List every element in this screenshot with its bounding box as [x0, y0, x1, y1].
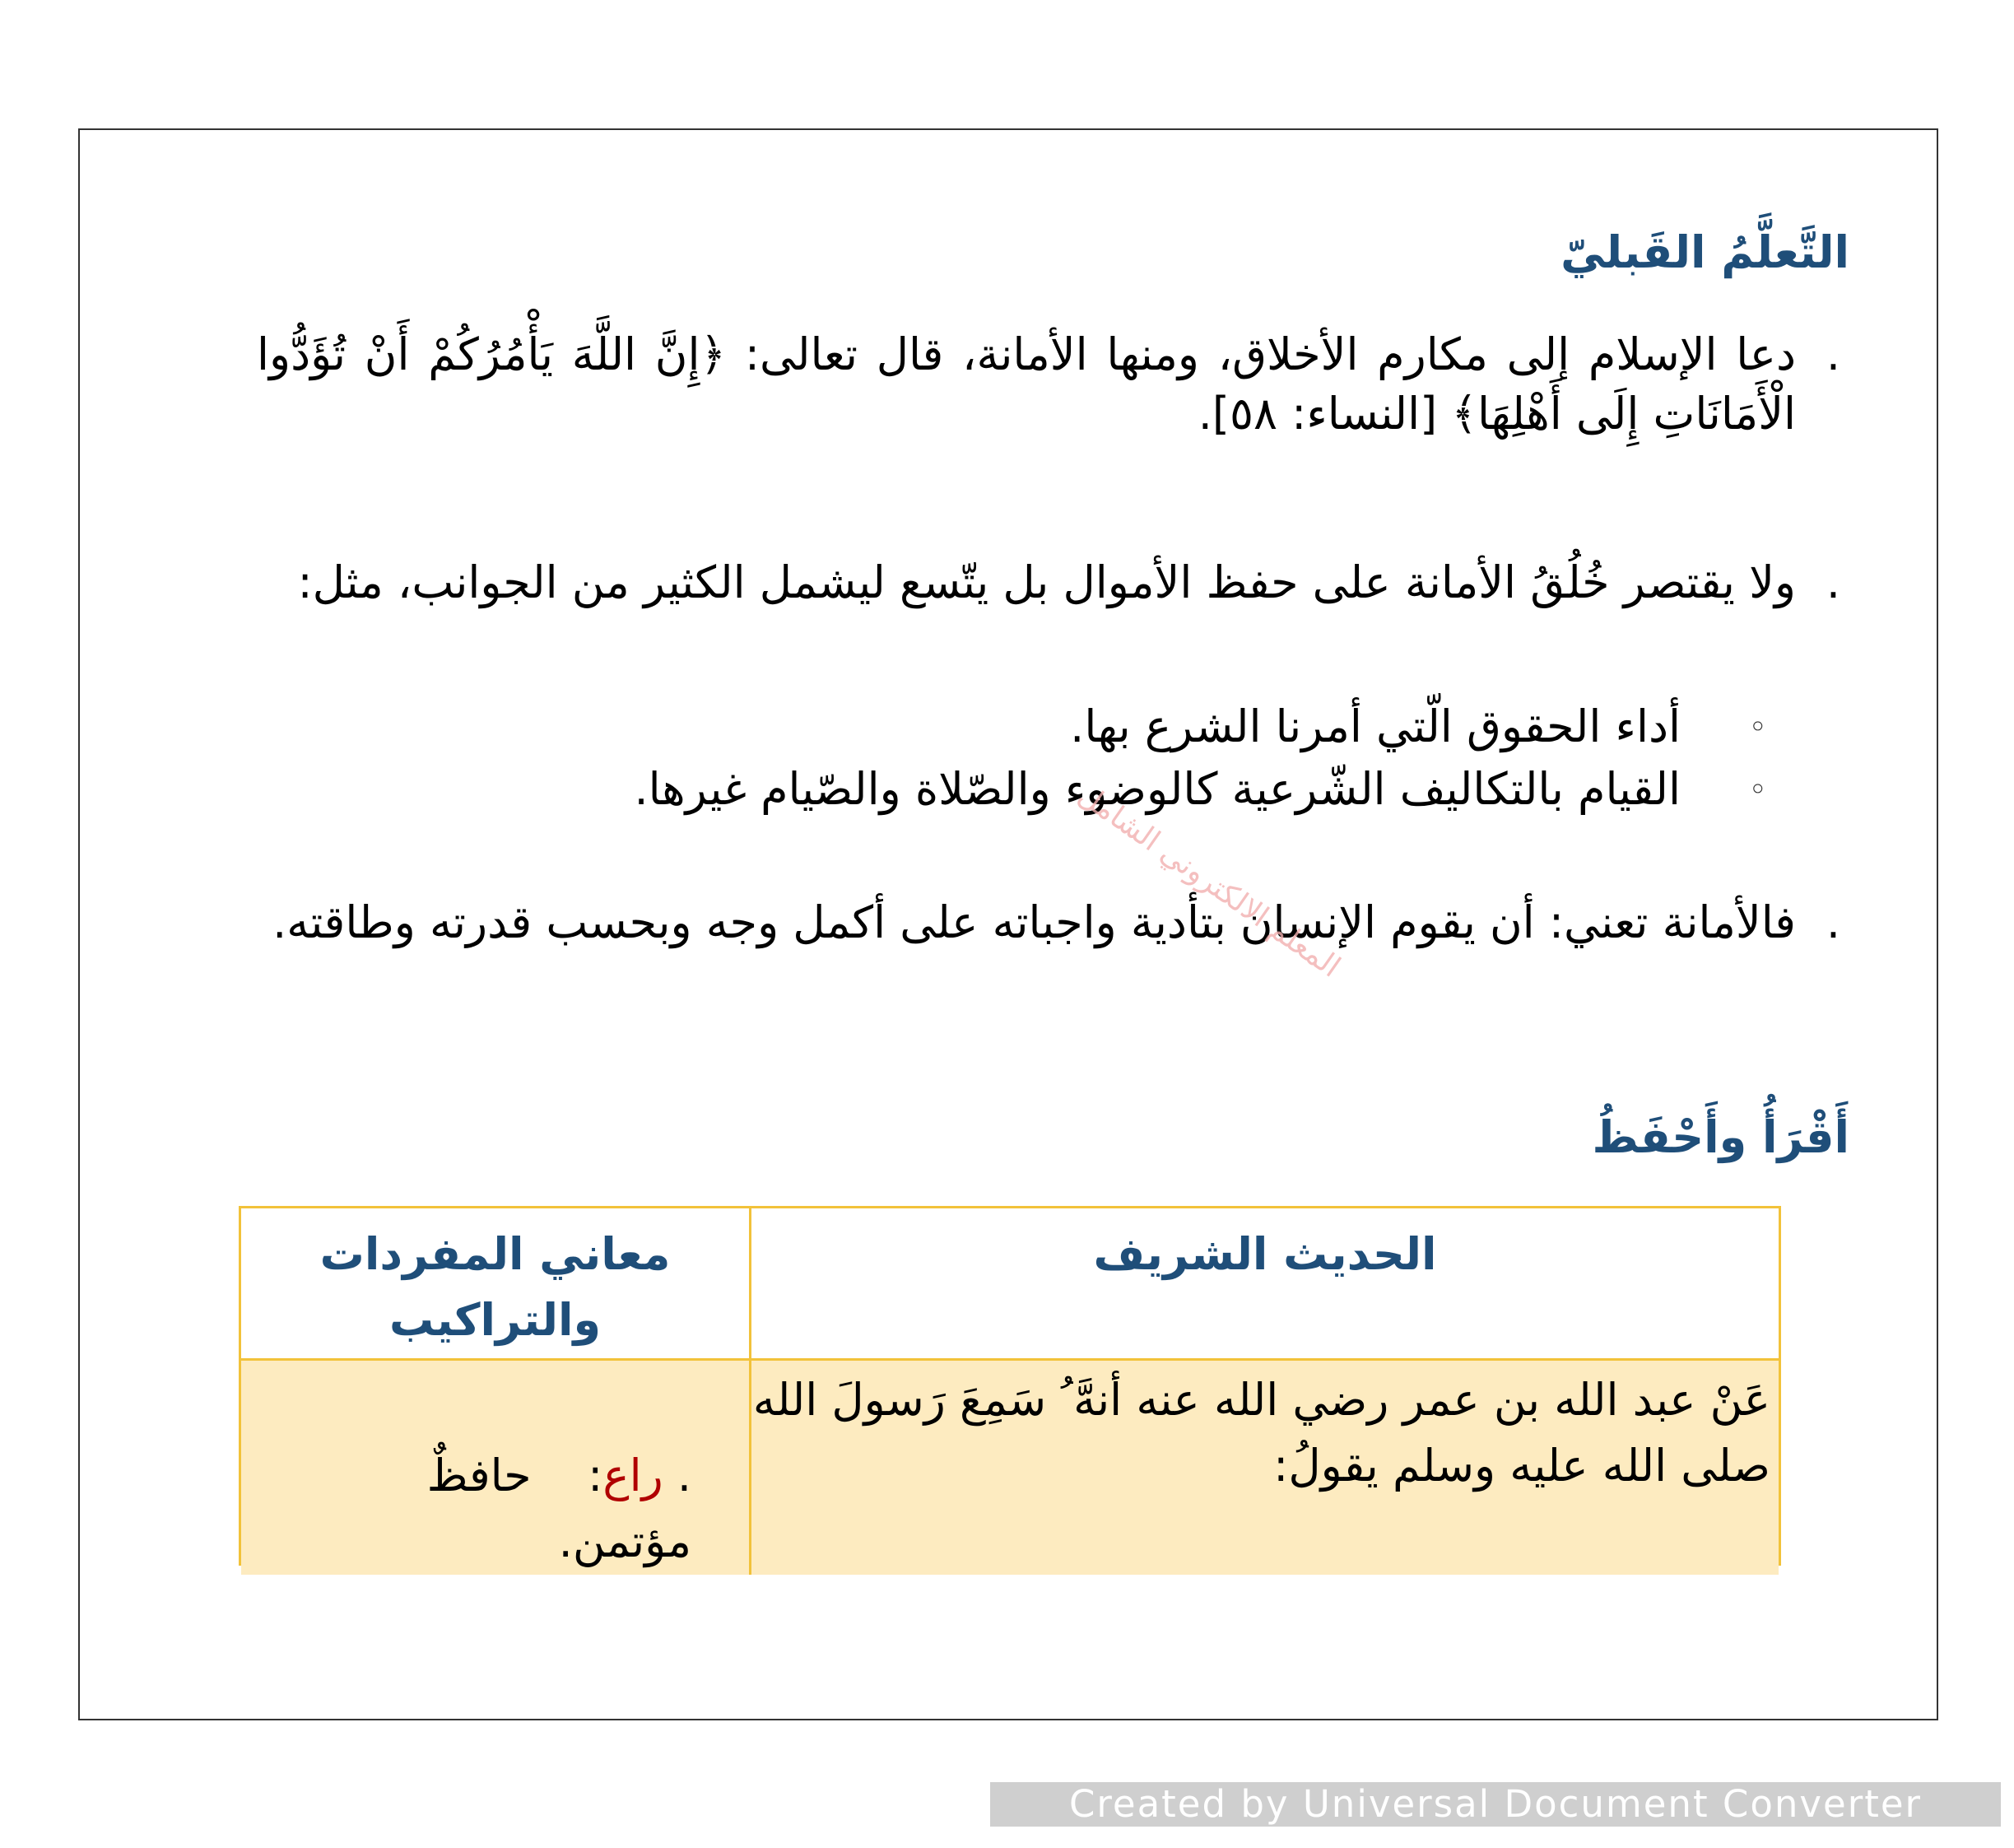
bullet-item: . فالأمانة تعني: أن يقوم الإنسان بتأدية واجباته على أكمل وجه وبحسب قدرته وطاقته. [257, 893, 1845, 952]
header-vocab: معاني المفردات والتراكيب [241, 1208, 749, 1361]
sub-list-item: ◦ أداء الحقوق الّتي أمرنا الشرع بها. [347, 696, 1747, 758]
content-block-3 [257, 893, 1845, 952]
section-title-read-memorize: أَقْرَأُ وأَحْفَظُ [1592, 1111, 1849, 1163]
bullet-item: . دعا الإسلام إلى مكارم الأخلاق، ومنها الأمانة، قال تعالى: ﴿إِنَّ اللَّهَ يَأْمُرُكُمْ أَنْ تُؤَدُّوا الْأَمَانَاتِ إِلَى أَهْلِهَا﴾ [النساء: ٥٨]. [257, 325, 1845, 444]
vocab-cell [241, 1361, 749, 1575]
hadith-table [239, 1206, 1781, 1566]
section-title-prior-learning: التَّعلَّمُ القَبليّ [1561, 226, 1849, 278]
vocab-meaning: حافظٌ مؤتمن. [426, 1450, 691, 1567]
vocab-bullet: . [677, 1450, 691, 1501]
content-block-2 [257, 553, 1845, 612]
vocab-term: راع [602, 1450, 663, 1501]
bullet-item: . ولا يقتصر خُلُقُ الأمانة على حفظ الأموال بل يتّسع ليشمل الكثير من الجوانب، مثل: [257, 553, 1845, 612]
sub-list [347, 696, 1747, 821]
watermark: المعلم الالكتروني الشامل [1072, 778, 1347, 985]
header-hadith: الحديث الشريف [749, 1208, 1779, 1361]
content-block-1 [257, 325, 1845, 444]
hadith-cell: عَنْ عبد الله بن عمر رضي الله عنه أنهَّ ُ سَمِعَ رَسولَ الله صلى الله عليه وسلم يقولُ: [749, 1361, 1779, 1575]
sub-list-item: ◦ القيام بالتكاليف الشّرعية كالوضوء والصّلاة والصّيام غيرها. [347, 758, 1747, 821]
converter-footer: Created by Universal Document Converter [990, 1782, 2001, 1827]
vocab-separator: : [588, 1450, 603, 1501]
